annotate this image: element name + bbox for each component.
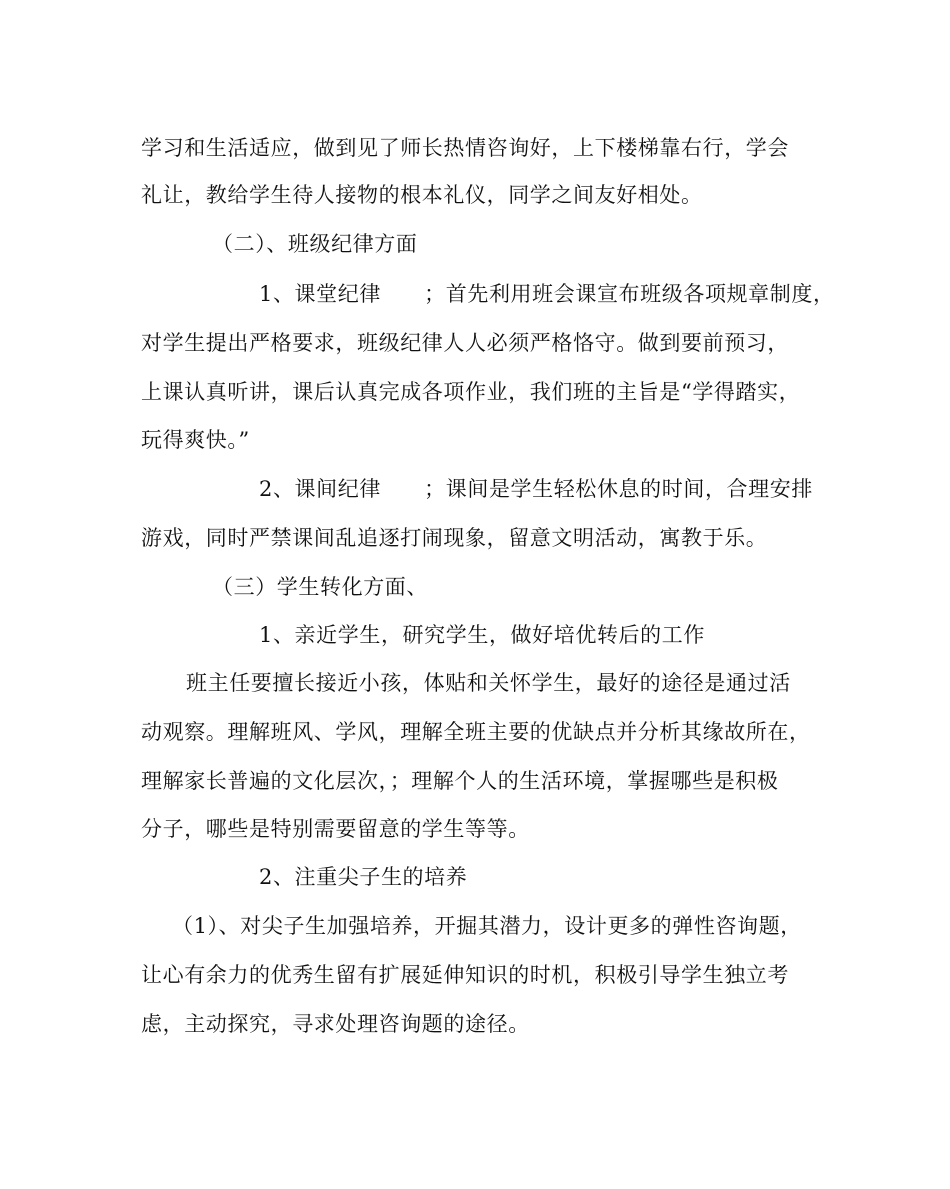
text-line: 礼让，教给学生待人接物的根本礼仪，同学之间友好相处。 (141, 183, 703, 207)
text-line: （1）、对尖子生加强培养，开掘其潜力，设计更多的弹性咨询题， (172, 914, 802, 938)
text-line: 虑，主动探究，寻求处理咨询题的途径。 (141, 1012, 530, 1036)
text-line: 游戏，同时严禁课间乱追逐打闹现象，留意文明活动，寓教于乐。 (141, 526, 768, 550)
subsection-heading: 1、课堂纪律 ；首先利用班会课宣布班级各项规章制度， (259, 282, 835, 306)
text-line: 上课认真听讲，课后认真完成各项作业，我们班的主旨是“学得踏实， (141, 380, 801, 404)
text-line: 动观察。理解班风、学风，理解全班主要的优缺点并分析其缘故所在， (141, 720, 811, 744)
subsection-heading: 2、课间纪律 ；课间是学生轻松休息的时间，合理安排 (259, 477, 813, 501)
text-line: 学习和生活适应，做到见了师长热情咨询好，上下楼梯靠右行，学会 (141, 136, 789, 160)
text-line: 班主任要擅长接近小孩，体贴和关怀学生，最好的途径是通过活 (186, 671, 791, 695)
text-line: 让心有余力的优秀生留有扩展延伸知识的时机，积极引导学生独立考 (141, 963, 789, 987)
section-heading: （三）学生转化方面、 (212, 575, 428, 599)
text-line: 理解家长普遍的文化层次，；理解个人的生活环境，掌握哪些是积极 (141, 769, 779, 793)
text-line: 玩得爽快。” (141, 428, 250, 452)
section-heading: （二）、班级纪律方面 (212, 232, 418, 256)
subsection-heading: 1、亲近学生，研究学生，做好培优转后的工作 (259, 623, 705, 647)
text-line: 对学生提出严格要求，班级纪律人人必须严格恪守。做到要前预习， (141, 331, 789, 355)
subsection-heading: 2、注重尖子生的培养 (259, 865, 468, 889)
text-line: 分子，哪些是特别需要留意的学生等等。 (141, 817, 530, 841)
